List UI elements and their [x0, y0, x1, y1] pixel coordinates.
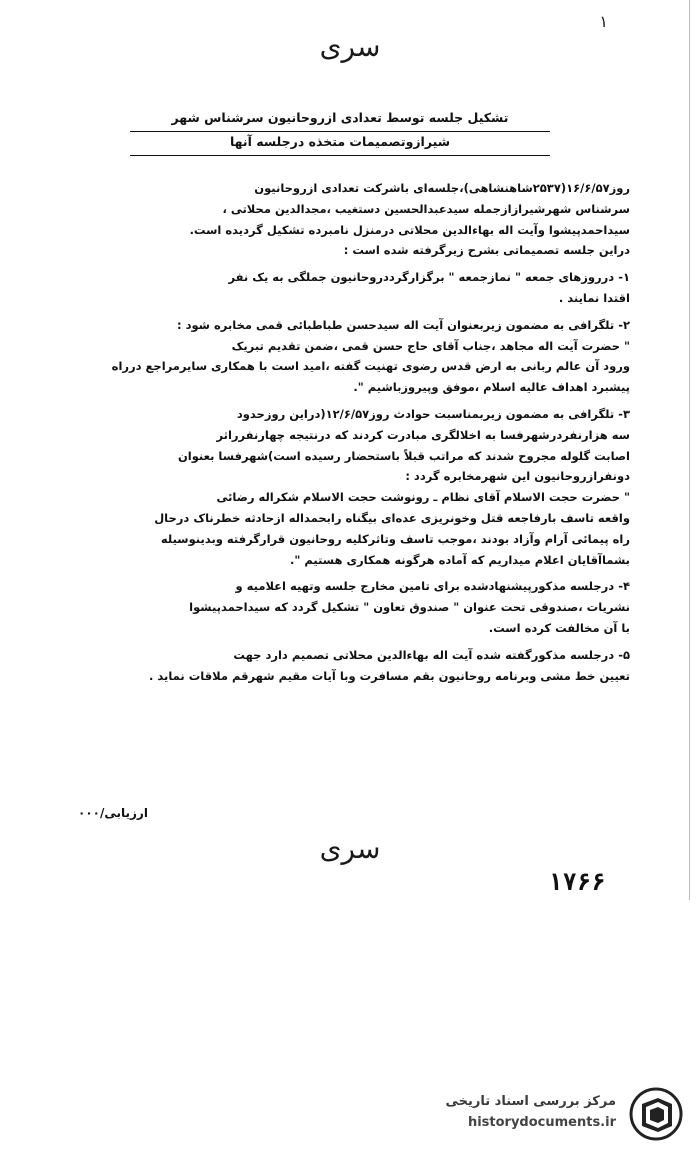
body-line: ۱- درروزهای جمعه " نمازجمعه " برگزارگرددروحانیون جملگی به یک نفر: [228, 270, 630, 285]
body-line: سرشناس شهرشیرازازجمله سیدعبدالحسین دستغیب ،مجدالدین محلاتی ،: [222, 201, 630, 216]
body-line: واقعه تاسف بارفاجعه قتل وخونریزی عده‌ای بیگناه رابحمداله ازحادثه خطرناک درحال: [154, 510, 630, 525]
body-line: ۳- تلگرافی به مضمون زیربمناسبت حوادث روز۱۲/۶/۵۷(دراین روزحدود: [236, 406, 630, 421]
body-line: سه هزارنفردرشهرفسا به اخلالگری مبادرت کردند که درنتیجه چهارنفرراثر: [216, 427, 630, 442]
assessment-note: ارزیابی/۰۰۰: [78, 806, 148, 820]
body-line: راه پیمائی آرام وآزاد بودند ،موجب تاسف وتاثرکلیه روحانیون قرارگرفته وبدینوسیله: [160, 531, 630, 546]
item-2: [70, 315, 630, 398]
classification-top: سری: [319, 30, 381, 63]
document-title-line-1: [130, 106, 550, 132]
item-3: [70, 404, 630, 570]
body-line: سیداحمدپیشوا وآیت اله بهاءالدین محلاتی درمنزل نامبرده تشکیل گردیده است.: [189, 222, 630, 237]
corner-mark: ١: [599, 12, 608, 31]
body-line: " حضرت حجت الاسلام آقای نظام ـ رونوشت حجت الاسلام شکراله رضائی: [216, 490, 630, 505]
document-body: [70, 178, 630, 686]
title-line-1: تشکیل جلسه توسط تعدادی ازروحانیون سرشناس شهر: [130, 106, 550, 132]
body-line: پیشبرد اهداف عالیه اسلام ،موفق وپیروزباشیم ".: [353, 380, 630, 395]
archive-logo-icon: [628, 1086, 684, 1142]
body-line: " حضرت آیت اله مجاهد ،جناب آقای حاج حسن قمی ،ضمن تقدیم تبریک: [231, 338, 630, 353]
document-title-line-2: [130, 130, 550, 156]
body-line: بشماآقایان اعلام میداریم که آماده هرگونه همکاری هستیم ".: [290, 552, 630, 567]
body-line: ۴- درجلسه مذکورپیشنهادشده برای تامین مخارج جلسه وتهیه اعلامیه و: [235, 579, 630, 594]
document-number: ۱۷۶۶: [548, 868, 606, 896]
title-line-2: شیرازوتصمیمات متخذه درجلسه آنها: [130, 130, 550, 156]
body-line: روز۱۶/۶/۵۷(۲۵۳۷شاهنشاهی)،جلسه‌ای باشرکت تعدادی ازروحانیون: [254, 181, 630, 195]
body-line: ۵- درجلسه مذکورگفته شده آیت اله بهاءالدین محلاتی تصمیم دارد جهت: [233, 647, 630, 662]
classification-bottom: سری: [319, 832, 381, 865]
body-line: ورود آن عالم ربانی به ارض قدس رضوی تهنیت گفته ،امید است با همکاری سایرمراجع درراه: [111, 359, 630, 374]
archive-watermark[interactable]: [432, 1086, 692, 1146]
body-line: نشریات ،صندوقی تحت عنوان " صندوق تعاون " تشکیل گردد که سیداحمدپیشوا: [189, 600, 630, 615]
item-4: [70, 576, 630, 638]
body-line: دونفرازروحانیون این شهرمخابره گردد :: [405, 469, 630, 484]
body-line: ۲- تلگرافی به مضمون زیربعنوان آیت اله سیدحسن طباطبائی قمی مخابره شود :: [176, 317, 630, 332]
item-5: [70, 645, 630, 687]
intro-paragraph: [70, 178, 630, 261]
body-line: اصابت گلوله مجروح شدند که مراتب قبلاً باستحضار رسیده است)شهرفسا بعنوان: [177, 448, 630, 463]
scan-edge-divider: [689, 0, 690, 900]
body-line: دراین جلسه تصمیماتی بشرح زیرگرفته شده است :: [343, 243, 630, 258]
body-line: تعیین خط مشی وبرنامه روحانیون بقم مسافرت وبا آیات مقیم شهرقم ملاقات نماید .: [149, 668, 630, 683]
body-line: با آن مخالفت کرده است.: [488, 620, 630, 635]
watermark-title: مرکز بررسی اسناد تاریخی: [445, 1094, 616, 1109]
body-line: اقتدا نمایند .: [558, 290, 630, 305]
item-1: [70, 267, 630, 309]
watermark-url[interactable]: historydocuments.ir: [467, 1115, 616, 1130]
